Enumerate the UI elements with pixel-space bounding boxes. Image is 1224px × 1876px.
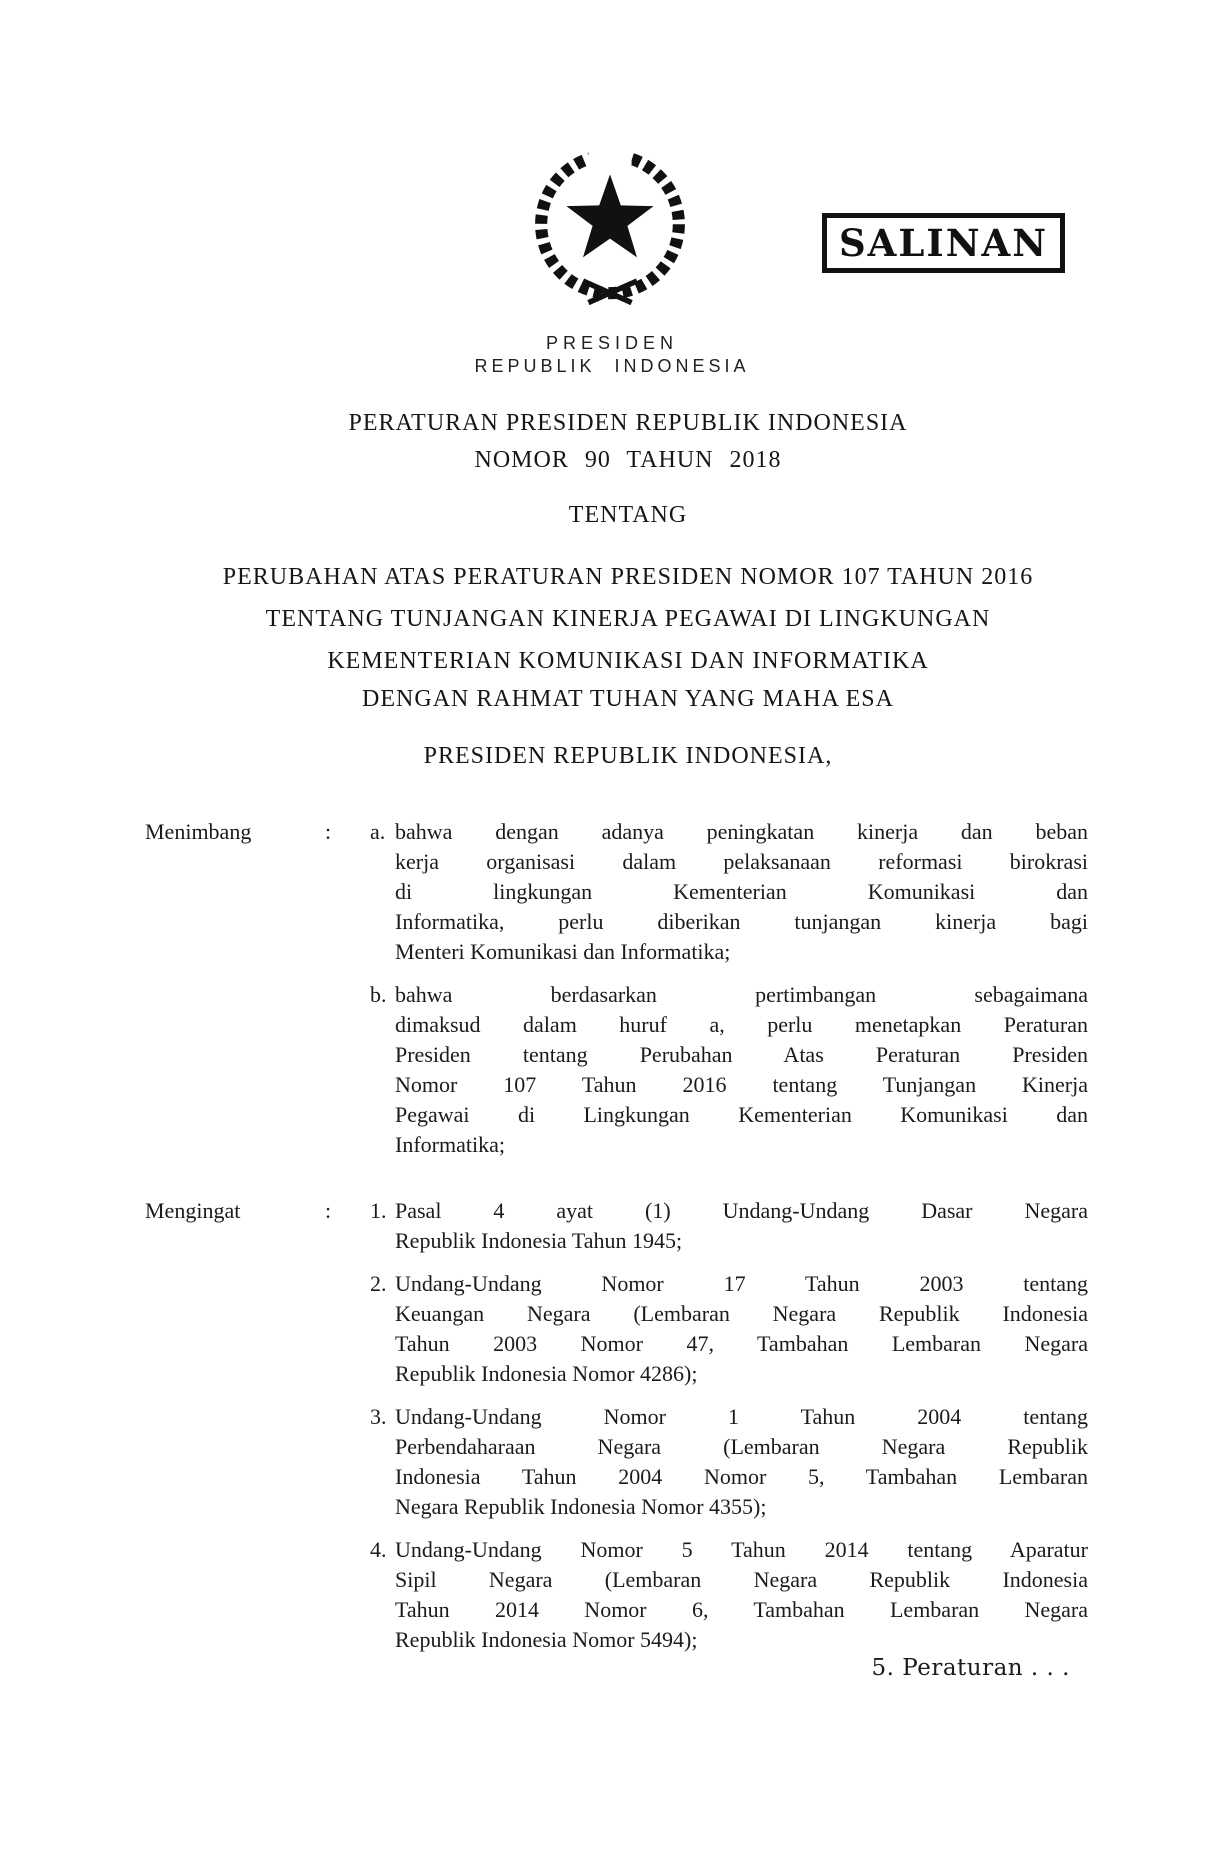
invocation-line: DENGAN RAHMAT TUHAN YANG MAHA ESA [362,686,894,712]
item-text [395,980,1088,1160]
text-line: Republik Indonesia Nomor 4286); [395,1361,698,1386]
mengingat-colon: : [325,1198,332,1223]
subject-line-3: KEMENTERIAN KOMUNIKASI DAN INFORMATIKA [327,648,929,674]
item-marker: 1. [370,1198,387,1223]
letterhead [0,332,1224,377]
item-text [395,1402,1088,1522]
subject-line-1: PERUBAHAN ATAS PERATURAN PRESIDEN NOMOR 107 TAHUN 2016 [222,564,1034,590]
text-line: Informatika; [395,1132,505,1157]
menimbang-items [370,817,1088,1160]
text-line: Tahun 2003 Nomor 47, Tambahan Lembaran Negara [395,1331,1088,1356]
text-line: Tahun 2014 Nomor 6, Tambahan Lembaran Negara [395,1597,1088,1622]
salinan-stamp-label: SALINAN [838,221,1049,265]
mengingat-items [370,1196,1088,1655]
item-marker: 4. [370,1537,387,1562]
item-marker: 2. [370,1271,387,1296]
text-line: Undang-Undang Nomor 1 Tahun 2004 tentang [395,1404,1088,1429]
text-line: bahwa dengan adanya peningkatan kinerja dan beban [395,819,1088,844]
text-line: Informatika, perlu diberikan tunjangan kinerja bagi [395,909,1088,934]
presidential-seal-icon [528,146,692,308]
item-marker: 3. [370,1404,387,1429]
text-line: Undang-Undang Nomor 5 Tahun 2014 tentang Aparatur [395,1537,1088,1562]
regulation-title: PERATURAN PRESIDEN REPUBLIK INDONESIA [348,410,908,436]
text-line: Keuangan Negara (Lembaran Negara Republik Indonesia [395,1301,1088,1326]
tentang-heading: TENTANG [568,502,688,528]
mengingat-item-2 [370,1269,1088,1389]
text-line: di lingkungan Kementerian Komunikasi dan [395,879,1088,904]
item-marker: a. [370,819,386,844]
text-line: Sipil Negara (Lembaran Negara Republik Indonesia [395,1567,1088,1592]
menimbang-label: Menimbang [145,819,252,844]
salinan-stamp [822,213,1065,273]
text-line: Perbendaharaan Negara (Lembaran Negara Republik [395,1434,1088,1459]
mengingat-label: Mengingat [145,1198,241,1223]
menimbang-colon: : [325,819,332,844]
item-marker: b. [370,982,387,1007]
regulation-subject [16,556,1224,682]
text-line: Republik Indonesia Nomor 5494); [395,1627,698,1652]
text-line: Undang-Undang Nomor 17 Tahun 2003 tentang [395,1271,1088,1296]
text-line: bahwa berdasarkan pertimbangan sebagaimana [395,982,1088,1007]
menimbang-item-a [370,817,1088,967]
item-text [395,1196,1088,1256]
letterhead-republik-indonesia: REPUBLIK INDONESIA [474,356,750,376]
item-text [395,817,1088,967]
text-line: Pegawai di Lingkungan Kementerian Komunikasi dan [395,1102,1088,1127]
subject-line-2: TENTANG TUNJANGAN KINERJA PEGAWAI DI LINGKUNGAN [265,606,991,632]
menimbang-item-b [370,980,1088,1160]
mengingat-item-1 [370,1196,1088,1256]
text-line: Pasal 4 ayat (1) Undang-Undang Dasar Negara [395,1198,1088,1223]
item-text [395,1535,1088,1655]
regulation-number: NOMOR 90 TAHUN 2018 [474,447,782,473]
text-line: Negara Republik Indonesia Nomor 4355); [395,1494,767,1519]
text-line: Republik Indonesia Tahun 1945; [395,1228,683,1253]
document-body [145,817,1088,1655]
catchword: 5. Peraturan . . . [871,1655,1070,1681]
mengingat-item-4 [370,1535,1088,1655]
text-line: Indonesia Tahun 2004 Nomor 5, Tambahan Lembaran [395,1464,1088,1489]
mengingat-item-3 [370,1402,1088,1522]
text-line: kerja organisasi dalam pelaksanaan reformasi birokrasi [395,849,1088,874]
text-line: Menteri Komunikasi dan Informatika; [395,939,731,964]
authority-line: PRESIDEN REPUBLIK INDONESIA, [423,743,833,769]
mengingat-section [145,1196,1088,1655]
letterhead-presiden: PRESIDEN [545,333,679,353]
item-text [395,1269,1088,1389]
menimbang-section [145,817,1088,1160]
text-line: Presiden tentang Perubahan Atas Peraturan Presiden [395,1042,1088,1067]
text-line: dimaksud dalam huruf a, perlu menetapkan Peraturan [395,1012,1088,1037]
text-line: Nomor 107 Tahun 2016 tentang Tunjangan Kinerja [395,1072,1088,1097]
